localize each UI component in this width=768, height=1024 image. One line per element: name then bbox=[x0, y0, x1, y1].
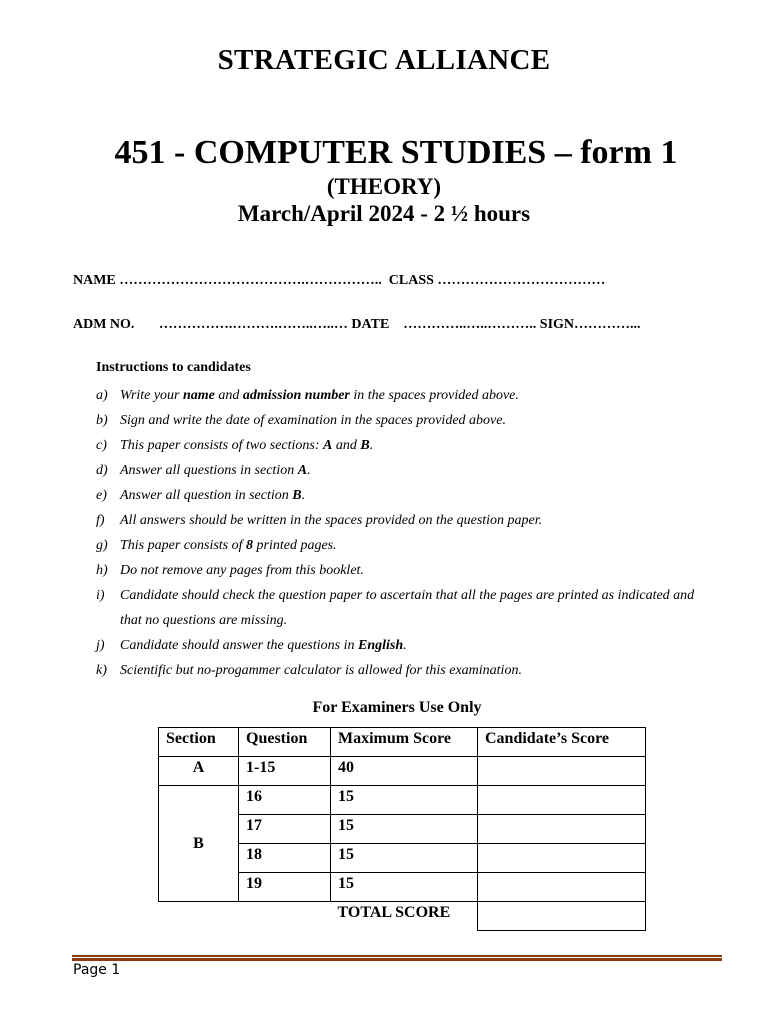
total-score-label: TOTAL SCORE bbox=[331, 902, 478, 931]
question-cell: 16 bbox=[239, 786, 331, 815]
instruction-letter: d) bbox=[96, 463, 108, 478]
instruction-text: Answer all question in section bbox=[120, 488, 293, 503]
instruction-item bbox=[96, 583, 696, 633]
max-score-cell: 40 bbox=[331, 757, 478, 786]
instruction-text: Scientific but no-progammer calculator is allowed for this examination. bbox=[120, 663, 522, 678]
instruction-emphasis: B bbox=[360, 438, 370, 453]
instruction-text: . bbox=[369, 438, 374, 453]
organization-name: STRATEGIC ALLIANCE bbox=[217, 44, 551, 76]
max-score-cell: 15 bbox=[331, 815, 478, 844]
name-class-fields: NAME ………………………………….…………….. CLASS ……………………………… bbox=[73, 273, 606, 288]
instruction-item bbox=[96, 533, 696, 558]
instruction-item bbox=[96, 383, 696, 408]
adm-date-sign-fields: ADM NO. …………….……….……..…..… DATE …………..…..……….. SIGN…………... bbox=[73, 317, 641, 332]
instruction-text: Answer all questions in section bbox=[120, 463, 298, 478]
footer-rule bbox=[72, 955, 722, 961]
instruction-letter: b) bbox=[96, 413, 108, 428]
instruction-text: This paper consists of bbox=[120, 538, 247, 553]
question-cell: 19 bbox=[239, 873, 331, 902]
examiner-table-heading: For Examiners Use Only bbox=[312, 699, 482, 716]
instruction-item bbox=[96, 408, 696, 433]
question-cell: 1-15 bbox=[239, 757, 331, 786]
instructions-title: Instructions to candidates bbox=[96, 360, 251, 375]
instruction-letter: f) bbox=[96, 513, 105, 528]
instruction-emphasis: name bbox=[183, 388, 215, 403]
instruction-text: . bbox=[301, 488, 306, 503]
instruction-emphasis: A bbox=[297, 463, 308, 478]
instruction-item bbox=[96, 658, 696, 683]
instruction-text: Candidate should check the question paper to ascertain that all the pages are printed as indicated and that no questions are missing. bbox=[120, 588, 695, 628]
section-cell: B bbox=[159, 786, 239, 902]
paper-subtitle: (THEORY) bbox=[326, 174, 442, 199]
page-number: Page 1 bbox=[73, 962, 121, 978]
section-cell: A bbox=[159, 757, 239, 786]
candidate-score-cell[interactable] bbox=[478, 844, 646, 873]
instruction-text: This paper consists of two sections: bbox=[120, 438, 324, 453]
instruction-text: in the spaces provided above. bbox=[349, 388, 519, 403]
question-cell: 18 bbox=[239, 844, 331, 873]
instruction-text: printed pages. bbox=[253, 538, 337, 553]
candidate-score-cell[interactable] bbox=[478, 873, 646, 902]
instruction-text: and bbox=[214, 388, 243, 403]
instruction-letter: c) bbox=[96, 438, 107, 453]
instruction-item bbox=[96, 633, 696, 658]
instruction-text: . bbox=[403, 638, 407, 653]
instruction-letter: g) bbox=[96, 538, 108, 553]
column-header: Maximum Score bbox=[331, 728, 478, 757]
instruction-letter: e) bbox=[96, 488, 107, 503]
instruction-letter: j) bbox=[96, 638, 105, 653]
instruction-emphasis: A bbox=[323, 438, 333, 453]
instruction-item bbox=[96, 483, 696, 508]
instruction-text: Candidate should answer the questions in bbox=[120, 638, 358, 653]
instruction-emphasis: English bbox=[358, 638, 404, 653]
candidate-score-cell[interactable] bbox=[478, 757, 646, 786]
instruction-text: and bbox=[332, 438, 361, 453]
exam-session: March/April 2024 - 2 ½ hours bbox=[237, 201, 531, 226]
instruction-letter: k) bbox=[96, 663, 107, 678]
question-cell: 17 bbox=[239, 815, 331, 844]
instructions-list bbox=[96, 383, 696, 683]
instruction-letter: h) bbox=[96, 563, 108, 578]
total-row bbox=[159, 902, 646, 931]
instruction-emphasis: B bbox=[292, 488, 302, 503]
instruction-item bbox=[96, 433, 696, 458]
table-row bbox=[159, 757, 646, 786]
instruction-text: All answers should be written in the spaces provided on the question paper. bbox=[120, 513, 543, 528]
paper-title: 451 - COMPUTER STUDIES – form 1 bbox=[114, 134, 678, 171]
instruction-emphasis: admission number bbox=[242, 388, 350, 403]
column-header: Candidate’s Score bbox=[478, 728, 646, 757]
total-score-cell[interactable] bbox=[478, 902, 646, 931]
instruction-text: Do not remove any pages from this booklet. bbox=[120, 563, 364, 578]
instruction-text: Write your bbox=[120, 388, 183, 403]
max-score-cell: 15 bbox=[331, 786, 478, 815]
instruction-item bbox=[96, 458, 696, 483]
max-score-cell: 15 bbox=[331, 844, 478, 873]
table-header-row bbox=[159, 728, 646, 757]
examiner-score-table bbox=[158, 727, 646, 931]
instruction-item bbox=[96, 558, 696, 583]
max-score-cell: 15 bbox=[331, 873, 478, 902]
column-header: Question bbox=[239, 728, 331, 757]
instruction-text: Sign and write the date of examination in the spaces provided above. bbox=[120, 413, 506, 428]
instruction-letter: a) bbox=[96, 388, 108, 403]
table-row bbox=[159, 786, 646, 815]
instruction-letter: i) bbox=[96, 588, 105, 603]
instruction-text: . bbox=[307, 463, 311, 478]
candidate-score-cell[interactable] bbox=[478, 786, 646, 815]
instruction-item bbox=[96, 508, 696, 533]
candidate-score-cell[interactable] bbox=[478, 815, 646, 844]
instruction-emphasis: 8 bbox=[246, 538, 254, 553]
column-header: Section bbox=[159, 728, 239, 757]
